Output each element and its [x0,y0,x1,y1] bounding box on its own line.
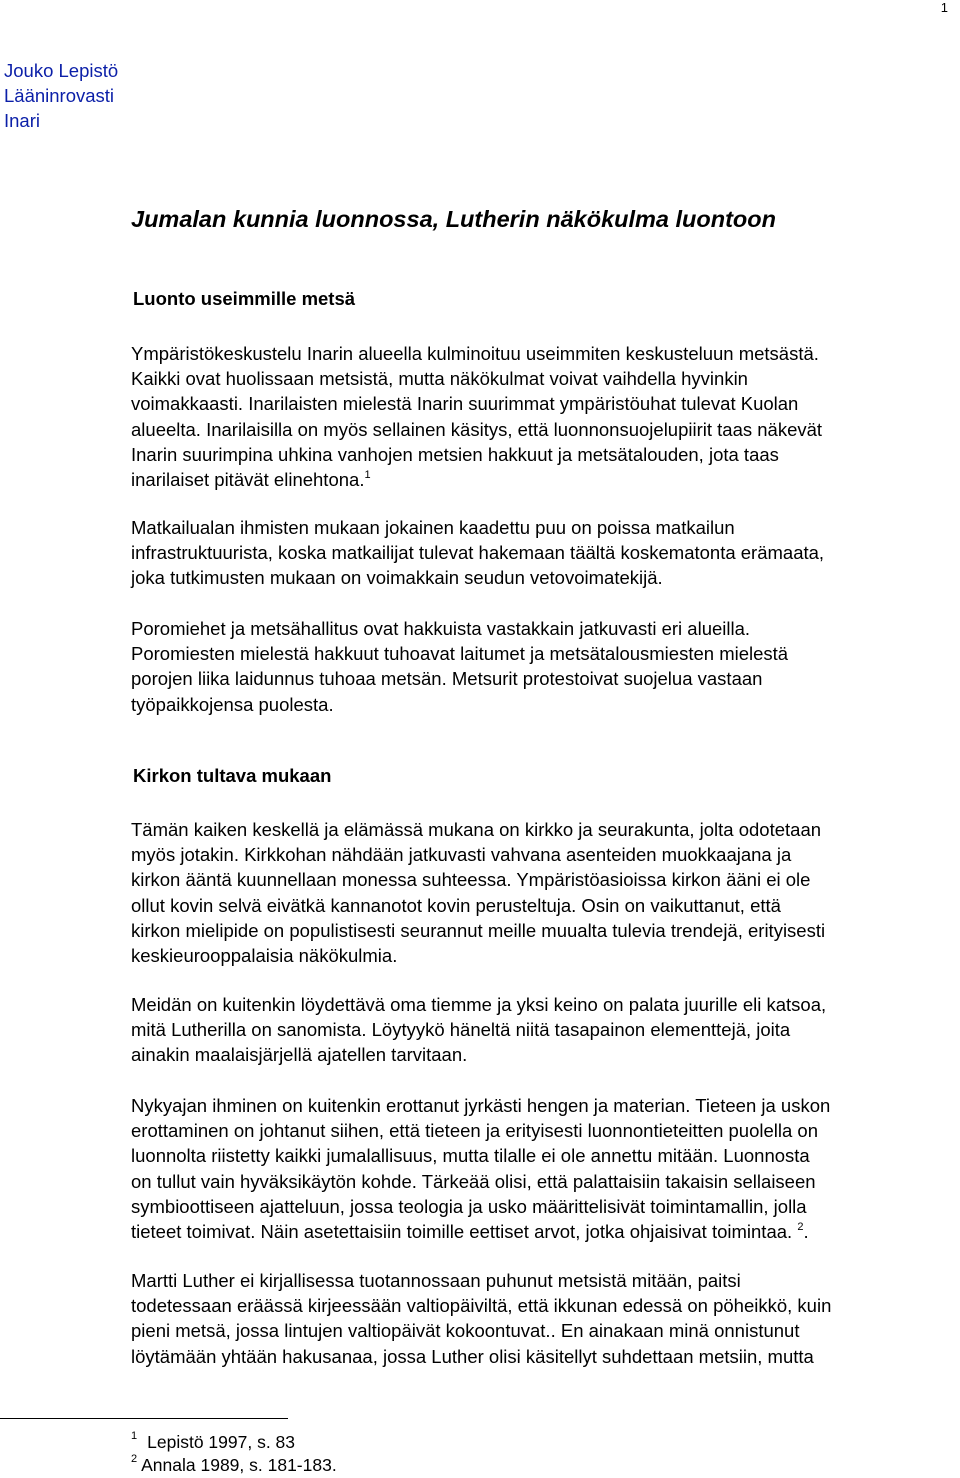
footnote-reference-1: 1 [364,469,371,482]
paragraph-nykyajan-ihminen [131,1093,953,1244]
footnote-text: Annala 1989, s. 181-183. [141,1455,337,1475]
paragraph-luther-juurille: Meidän on kuitenkin löydettävä oma tiemme ja yksi keino on palata juurille eli katsoa, mitä Lutherilla on sanomista. Löytyykö häneltä niitä tasapainon elementtejä, joita ainakin maalaisjärjellä ajatellen tarvitaan. [131,994,827,1066]
paragraph-kirkko-keskella: Tämän kaiken keskellä ja elämässä mukana on kirkko ja seurakunta, jolta odotetaan myös jotakin. Kirkkohan nähdään jatkuvasti vahvana asenteiden muokkaajana ja kirkon ääntä kuunnellaan monessa suhteessa. Ympäristöasioissa kirkon ääni ei ole ollut kovin selvä eivätkä kannanotot kovin perusteltuja. Osin on vaikuttanut, että kirkon mielipide on populistisesti seurannut meille muualta tulevia trendejä, erityisesti keskieurooppalaisia näkökulmia. [131,819,826,967]
author-location: Inari [4,110,40,131]
footnote-1 [131,1430,295,1453]
paragraph-ymparistokeskustelu [131,341,953,492]
section-heading-kirkko: Kirkon tultava mukaan [133,765,332,786]
paragraph-text: Ympäristökeskustelu Inarin alueella kulminoituu useimmiten keskusteluun metsästä. Kaikki ovat huolissaan metsistä, mutta näkökulmat voivat vaihdella hyvinkin voimakkaasti. Inarilaisten mielestä Inarin suurimmat ympäristöuhat tulevat Kuolan alueelta. Inarilaisilla on myös sellainen käsitys, että luonnonsuojelupiirit taas näkevät Inarin suurimpina uhkina vanhojen metsien hakkuut ja metsätalouden, jota taas inarilaiset pitävät elinehtona. [131,343,823,491]
footnote-separator [0,1418,288,1419]
footnote-2 [131,1453,337,1476]
page-number: 1 [940,0,948,15]
paragraph-poromiehet: Poromiehet ja metsähallitus ovat hakkuista vastakkain jatkuvasti eri alueilla. Poromiesten mielestä hakkuut tuhoavat laitumet ja metsätalousmiesten mielestä porojen liika laidunnus tuhoaa metsän. Metsurit protestoivat suojelua vastaan työpaikkojensa puolesta. [131,618,789,715]
footnote-mark: 2 [131,1453,138,1465]
author-block [4,58,118,133]
footnote-text: Lepistö 1997, s. 83 [147,1432,296,1452]
paragraph-text: Nykyajan ihminen on kuitenkin erottanut jyrkästi hengen ja materian. Tieteen ja uskon erottaminen on johtanut siihen, että tieteen ja erityisesti luonnontieteitten puolella on luonnolta riistetty kaikki jumalallisuus, mutta tilalle ei ole annettu mitään. Luonnosta on tullut vain hyväksikäytön kohde. Tärkeää olisi, että palattaisiin takaisin sellaiseen symbioottiseen ajatteluun, jossa teologia ja usko määrittelisivät toimintamallin, jolla tieteet toimivat. Näin asetettaisiin toimille eettiset arvot, jotka ohjaisivat toimintaa. [131,1095,831,1243]
footnote-mark: 1 [131,1430,138,1442]
author-title: Lääninrovasti [4,85,115,106]
document-title: Jumalan kunnia luonnossa, Lutherin näkökulma luontoon [131,206,776,232]
paragraph-martti-luther: Martti Luther ei kirjallisessa tuotannossaan puhunut metsistä mitään, paitsi todetessaan eräässä kirjeessään valtiopäiviltä, että ikkunan edessä on pöheikkö, kuin pieni metsä, jossa lintujen valtiopäivät kokoontuvat.. En ainakaan minä onnistunut löytämään yhtään hakusanaa, jossa Luther olisi käsitellyt suhdettaan metsiin, mutta [131,1270,832,1367]
footnote-reference-2: 2 [797,1221,804,1234]
paragraph-end-period: . [803,1221,809,1243]
paragraph-matkailuala: Matkailualan ihmisten mukaan jokainen kaadettu puu on poissa matkailun infrastruktuurista, koska matkailijat tulevat hakemaan täältä koskematonta erämaata, joka tutkimusten mukaan on voimakkain seudun vetovoimatekijä. [131,517,825,589]
author-name: Jouko Lepistö [4,60,119,81]
section-heading-luonto: Luonto useimmille metsä [133,288,356,309]
